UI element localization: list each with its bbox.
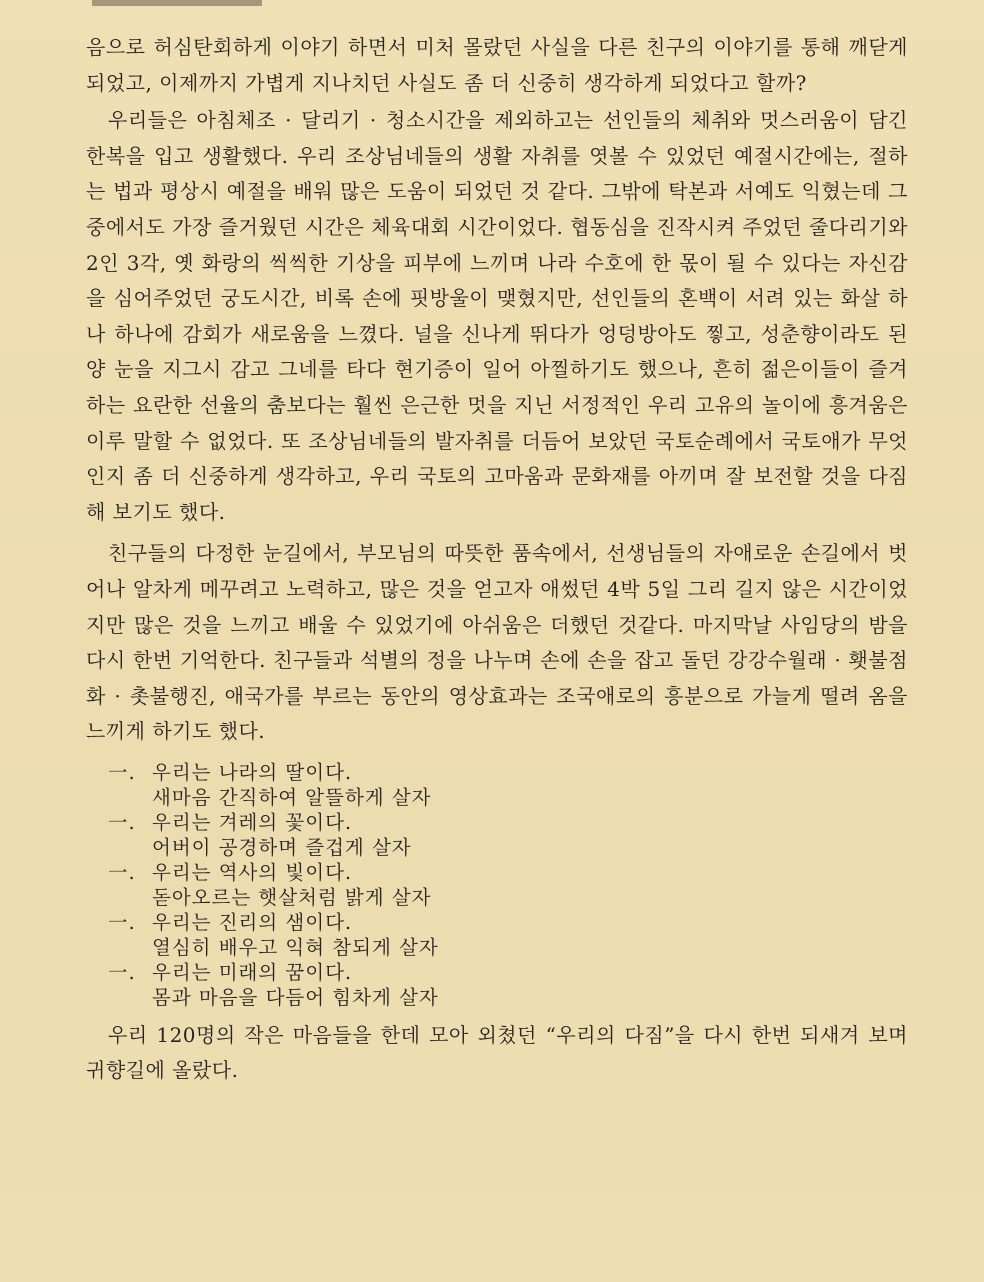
pledge-item	[108, 960, 908, 1010]
pledge-subline: 어버이 공경하며 즐겁게 살자	[152, 835, 412, 859]
paragraph-2: 우리들은 아침체조 · 달리기 · 청소시간을 제외하고는 선인들의 체취와 멋스러움이 담긴 한복을 입고 생활했다. 우리 조상님네들의 생활 자취를 엿볼 수 있었던 예절시간에는, 절하는 법과 평상시 예절을 배워 많은 도움이 되었던 것 같다. 그밖에 탁본과 서예도 익혔는데 그중에서도 가장 즐거웠던 시간은 체육대회 시간이었다. 협동심을 진작시켜 주었던 줄다리기와 2인 3각, 옛 화랑의 씩씩한 기상을 피부에 느끼며 나라 수호에 한 몫이 될 수 있다는 자신감을 심어주었던 궁도시간, 비록 손에 핏방울이 맺혔지만, 선인들의 혼백이 서려 있는 화살 하나 하나에 감회가 새로움을 느꼈다. 널을 신나게 뛰다가 엉덩방아도 찧고, 성춘향이라도 된 양 눈을 지그시 감고 그네를 타다 현기증이 일어 아찔하기도 했으나, 흔히 젊은이들이 즐겨하는 요란한 선율의 춤보다는 훨씬 은근한 멋을 지닌 서정적인 우리 고유의 놀이에 흥겨움은 이루 말할 수 없었다. 또 조상님네들의 발자취를 더듬어 보았던 국토순례에서 국토애가 무엇인지 좀 더 신중하게 생각하고, 우리 국토의 고마움과 문화재를 아끼며 잘 보전할 것을 다짐해 보기도 했다.	[86, 108, 908, 524]
pledge-title: 우리는 미래의 꿈이다.	[152, 960, 353, 984]
pledge-item	[108, 760, 908, 810]
pledge-subline: 돋아오르는 햇살처럼 밝게 살자	[152, 885, 432, 909]
paragraph-3: 친구들의 다정한 눈길에서, 부모님의 따뜻한 품속에서, 선생님들의 자애로운 손길에서 벗어나 알차게 메꾸려고 노력하고, 많은 것을 얻고자 애썼던 4박 5일 그리 길지 않은 시간이었지만 많은 것을 느끼고 배울 수 있었기에 아쉬움은 더했던 것같다. 마지막날 사임당의 밤을 다시 한번 기억한다. 친구들과 석별의 정을 나누며 손에 손을 잡고 돌던 강강수월래 · 횃불점화 · 촛불행진, 애국가를 부르는 동안의 영상효과는 조국애로의 흥분으로 가늘게 떨려 옴을 느끼게 하기도 했다.	[86, 541, 908, 744]
pledge-title: 우리는 나라의 딸이다.	[152, 760, 353, 784]
pledge-subline: 몸과 마음을 다듬어 힘차게 살자	[152, 985, 439, 1009]
pledge-marker: 一.	[108, 760, 136, 784]
pledge-subline: 열심히 배우고 익혀 참되게 살자	[152, 935, 439, 959]
pledge-item	[108, 810, 908, 860]
pledge-item	[108, 860, 908, 910]
pledge-marker: 一.	[108, 810, 136, 834]
pledge-marker: 一.	[108, 860, 136, 884]
pledge-subline: 새마음 간직하여 알뜰하게 살자	[152, 785, 432, 809]
pledge-title: 우리는 역사의 빛이다.	[152, 860, 353, 884]
pledge-title: 우리는 진리의 샘이다.	[152, 910, 353, 934]
pledge-marker: 一.	[108, 960, 136, 984]
pledge-marker: 一.	[108, 910, 136, 934]
pledge-item	[108, 910, 908, 960]
paragraph-1: 음으로 허심탄회하게 이야기 하면서 미처 몰랐던 사실을 다른 친구의 이야기를 통해 깨닫게 되었고, 이제까지 가볍게 지나치던 사실도 좀 더 신중히 생각하게 되었다고 할까?	[86, 35, 908, 95]
closing-paragraph: 우리 120명의 작은 마음들을 한데 모아 외쳤던 “우리의 다짐”을 다시 한번 되새겨 보며 귀향길에 올랐다.	[86, 1022, 908, 1083]
pledge-title: 우리는 겨레의 꽃이다.	[152, 810, 353, 834]
page-header-fragment	[92, 0, 262, 6]
body-text	[86, 30, 908, 1089]
pledge-list	[108, 760, 908, 1010]
